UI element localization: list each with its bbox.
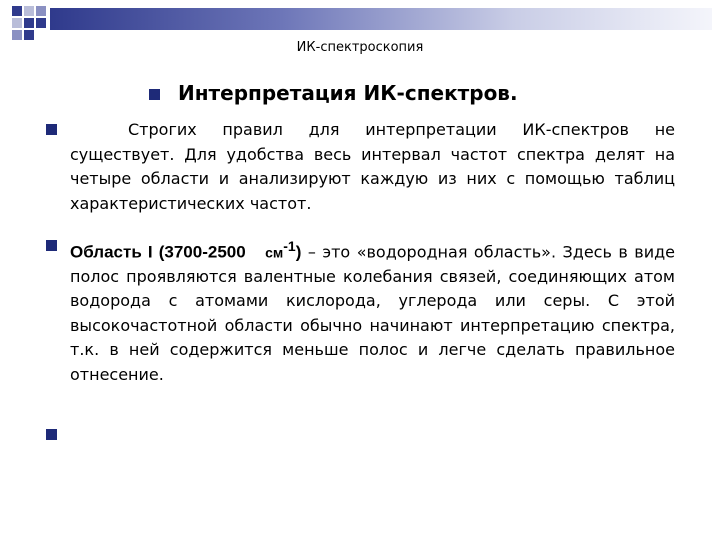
square-bullet-icon [46,240,57,251]
square-bullet-icon [149,89,160,100]
paragraph-rules [70,118,675,216]
decor-square [12,6,22,16]
slide-title: ИК-спектроскопия [296,40,424,55]
region-unit-power: -1 [283,238,296,254]
decor-square [12,30,22,40]
paragraph-region-text: – это «водородная область». Здесь в виде полос проявляются валентные колебания связей, соединяющих атом водорода с атомами кислорода, углерода или серы. С этой высокочастотной области обычно начинают интерпретацию спектра, т.к. в ней содержится меньше полос и легче сделать правильное отнесение. [70,242,675,384]
region-label: Область I (3700-2500 [70,242,246,262]
decor-square [24,6,34,16]
paragraph-rules-text: Строгих правил для интерпретации ИК-спектров не существует. Для удобства весь интервал частот спектра делят на четыре области и анализируют каждую из них с помощью таблиц характеристических частот. [70,120,675,213]
decor-square [24,18,34,28]
decor-square [36,6,46,16]
decor-square [12,18,22,28]
square-bullet-icon [46,429,57,440]
header-gradient-band [50,8,712,30]
decor-square [36,18,46,28]
region-unit: см [265,244,284,261]
region-label-close: ) [295,242,302,262]
paragraph-region-one [70,234,675,387]
section-heading: Интерпретация ИК-спектров. [178,81,518,105]
decor-square [24,30,34,40]
square-bullet-icon [46,124,57,135]
